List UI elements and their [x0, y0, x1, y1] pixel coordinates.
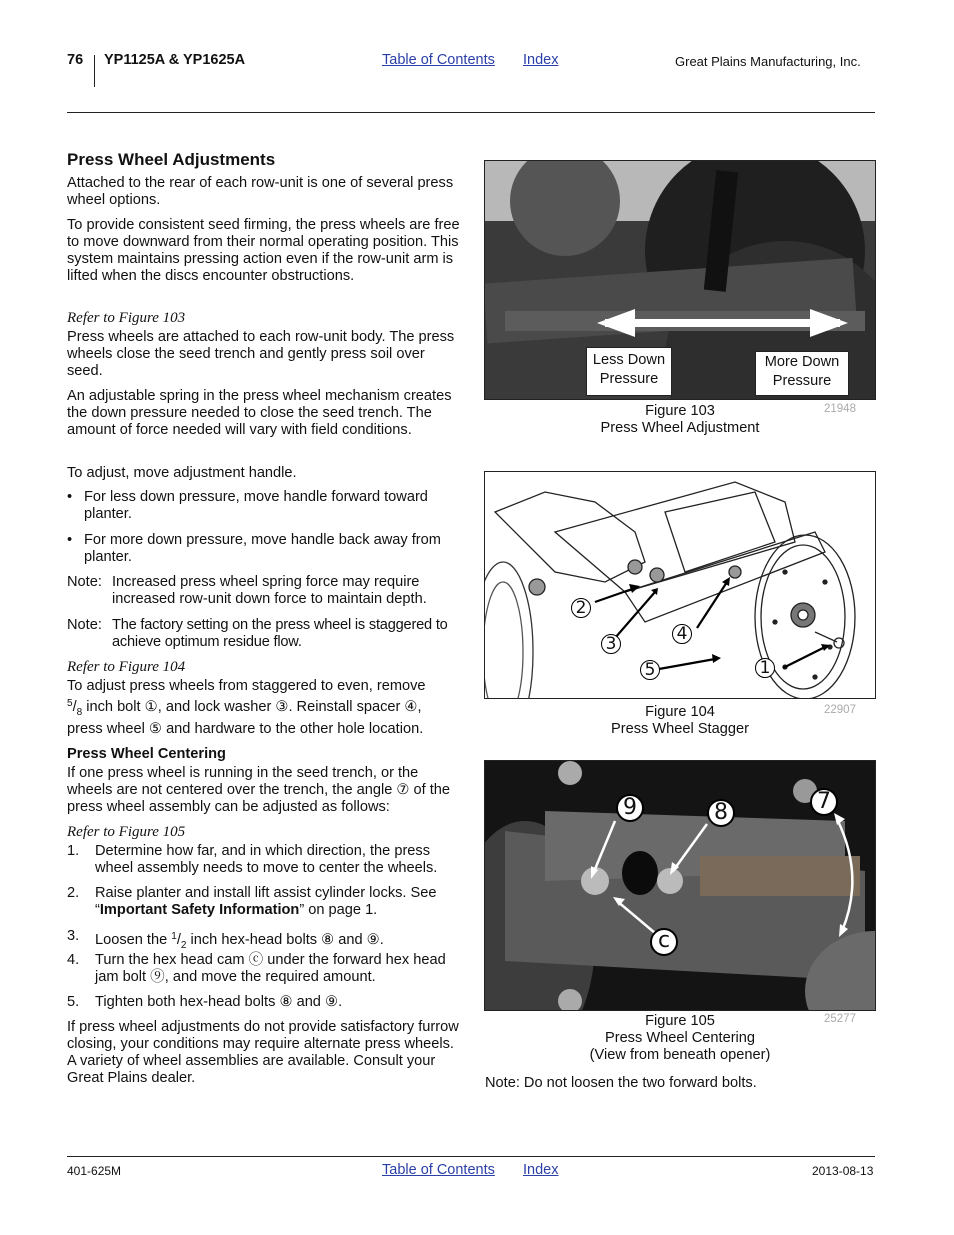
para-text: If press wheel adjustments do not provide satisfactory furrow closing, your conditions may require alternate press wheels. A variety of wheel assemblies are available. Consult your Great Plains dealer. — [67, 1019, 459, 1086]
callout-2: 2 — [571, 598, 591, 618]
para-consistent — [67, 217, 462, 285]
step-number: 5. — [67, 994, 80, 1010]
figure-title: Press Wheel Adjustment — [600, 420, 760, 436]
company-name: Great Plains Manufacturing, Inc. — [675, 54, 861, 69]
figure-103-caption — [484, 403, 876, 437]
para-stagger — [67, 678, 462, 738]
note-factory-setting: The factory setting on the press wheel is staggered to achieve optimum residue flow. — [112, 617, 448, 650]
fraction-denominator: 2 — [180, 940, 187, 951]
step-number: 3. — [67, 928, 80, 944]
figure-105-image — [484, 760, 876, 1011]
fraction-denominator: 8 — [76, 707, 83, 718]
bullet-less-pressure: For less down pressure, move handle forward toward planter. — [84, 489, 428, 522]
callout-7: 7 — [810, 788, 838, 816]
figure-id: 25277 — [824, 1013, 856, 1025]
bullet-dot: • — [67, 489, 73, 505]
bullet-more-pressure: For more down pressure, move handle back away from planter. — [84, 532, 441, 565]
para-intro — [67, 175, 462, 209]
figure-103-image — [484, 160, 876, 400]
step-3: Loosen the $^1/_2$ inch hex-head bolts ⑧ and ⑨. — [95, 931, 384, 951]
footer-toc-link[interactable]: Table of Contents — [382, 1162, 495, 1178]
para-text: To provide consistent seed firming, the press wheels are free to move downward from their normal operating position. This system maintains pressing action even if the row-unit arm is lifted when the discs encounter obstructions. — [67, 217, 460, 284]
doc-date: 2013-08-13 — [812, 1164, 874, 1178]
callout-c: c — [650, 928, 678, 956]
sub-title-centering: Press Wheel Centering — [67, 746, 226, 762]
para-text: If one press wheel is running in the seed trench, or the wheels are not centered over the trench, the angle ⑦ of the press wheel assembly can be adjusted as follows: — [67, 765, 451, 815]
fraction-numerator: 5 — [67, 698, 73, 709]
para-text: Press wheels are attached to each row-unit body. The press wheels close the seed trench and gently press soil over seed. — [67, 329, 455, 379]
para-centering — [67, 765, 462, 816]
step-2 — [95, 885, 465, 919]
figure-title: Press Wheel Stagger — [611, 721, 749, 737]
figure-104-caption — [484, 704, 876, 738]
step-number: 1. — [67, 843, 80, 859]
callout-1: 1 — [755, 658, 775, 678]
press-wheel-stagger-drawing — [485, 472, 875, 698]
figure-number: Figure 105 — [645, 1013, 715, 1029]
para-text: inch bolt ①, and lock washer ③. Reinstall spacer ④, — [82, 699, 422, 715]
footer-index-link[interactable]: Index — [523, 1162, 559, 1178]
para-line: To adjust press wheels from staggered to even, remove — [67, 678, 426, 694]
figure-104-image — [484, 471, 876, 699]
callout-8: 8 — [707, 799, 735, 827]
footer-rule — [67, 1156, 875, 1157]
step-number: 2. — [67, 885, 80, 901]
fraction-numerator: 1 — [171, 931, 177, 942]
figure-id: 21948 — [824, 403, 856, 415]
figure-id: 22907 — [824, 704, 856, 716]
callout-3: 3 — [601, 634, 621, 654]
index-link[interactable]: Index — [523, 52, 559, 68]
note-spring-force: Increased press wheel spring force may require increased row-unit down force to maintain depth. — [112, 574, 427, 607]
section-title: Press Wheel Adjustments — [67, 150, 276, 169]
callout-4: 4 — [672, 624, 692, 644]
callout-9: 9 — [616, 794, 644, 822]
step-5: Tighten both hex-head bolts ⑧ and ⑨. — [95, 994, 343, 1010]
para-spring — [67, 388, 462, 439]
toc-link[interactable]: Table of Contents — [382, 52, 495, 68]
note-label: Note: — [67, 574, 102, 590]
ref-figure-103: Refer to Figure 103 — [67, 310, 186, 326]
step-text: ” on page 1. — [299, 902, 378, 918]
figure-number: Figure 104 — [645, 704, 715, 720]
step-text: Loosen the — [95, 932, 172, 948]
para-text: An adjustable spring in the press wheel mechanism creates the down pressure needed to close the seed trench. The amount of force needed will vary with field conditions. — [67, 388, 452, 438]
step-text: Raise planter and install lift assist cylinder locks. See “ — [95, 885, 437, 918]
para-alternate — [67, 1019, 462, 1087]
header-rule — [67, 112, 875, 113]
step-4: Turn the hex head cam ⓒ under the forward hex head jam bolt ⑨, and move the required amount. — [95, 952, 446, 985]
header-divider — [94, 55, 95, 87]
doc-id: 401-625M — [67, 1164, 122, 1178]
para-attached — [67, 329, 462, 380]
callout-5: 5 — [640, 660, 660, 680]
note-forward-bolts: Note: Do not loosen the two forward bolts. — [485, 1075, 757, 1091]
para-line: $^5/_8$ inch bolt ①, and lock washer ③. Reinstall spacer ④, — [67, 698, 422, 718]
step-number: 4. — [67, 952, 80, 968]
step-1: Determine how far, and in which direction, the press wheel assembly needs to move to center the wheels. — [95, 843, 438, 876]
model-title: YP1125A & YP1625A — [104, 52, 246, 68]
para-adjust — [67, 465, 462, 482]
step-text: inch hex-head bolts ⑧ and ⑨. — [186, 932, 384, 948]
ref-figure-104: Refer to Figure 104 — [67, 659, 186, 675]
safety-info-ref: Important Safety Information — [99, 902, 300, 918]
para-text: To adjust, move adjustment handle. — [67, 465, 297, 481]
para-text: Attached to the rear of each row-unit is one of several press wheel options. — [67, 175, 454, 208]
figure-title: Press Wheel Centering — [604, 1030, 756, 1046]
figure-subtitle: (View from beneath opener) — [589, 1047, 771, 1063]
bullet-dot: • — [67, 532, 73, 548]
page-number: 76 — [67, 52, 84, 68]
label-more-down-pressure: More Down Pressure — [755, 351, 849, 396]
para-line: press wheel ⑤ and hardware to the other hole location. — [67, 721, 424, 737]
label-less-down-pressure: Less Down Pressure — [586, 347, 672, 396]
figure-105-caption — [484, 1013, 876, 1064]
note-label: Note: — [67, 617, 102, 633]
figure-number: Figure 103 — [645, 403, 715, 419]
ref-figure-105: Refer to Figure 105 — [67, 824, 186, 840]
